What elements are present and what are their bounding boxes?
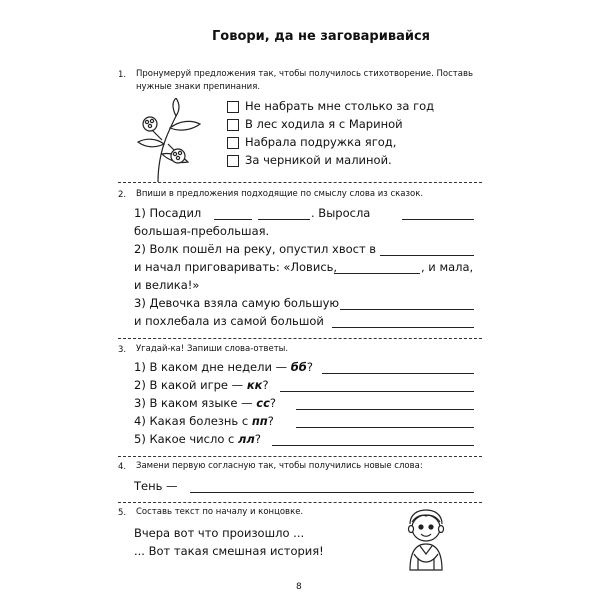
task2-instruction: Впиши в предложения подходящие по смыслу слова из сказок. <box>136 189 424 199</box>
raspberry-branch-illustration <box>128 98 208 184</box>
riddle-letters: бб <box>290 360 307 374</box>
section-divider <box>118 502 482 503</box>
sentence-1-middle: . Выросла <box>311 206 371 220</box>
answer-blank[interactable] <box>402 219 474 220</box>
sentence-3-end: и похлебала из самой большой <box>134 314 324 328</box>
boy-illustration <box>396 508 456 574</box>
riddle-5 <box>134 432 261 446</box>
riddle-letters: сс <box>256 396 270 410</box>
answer-line[interactable] <box>280 391 474 392</box>
poem-line: За черникой и малиной. <box>245 153 392 167</box>
answer-line[interactable] <box>322 373 474 374</box>
riddle-text: 4) Какая болезнь с <box>134 414 249 428</box>
task4-number: 4. <box>118 462 127 472</box>
riddle-text: 1) В каком дне недели — <box>134 360 288 374</box>
answer-blank[interactable] <box>380 255 474 256</box>
task1-instruction-line1: Пронумеруй предложения так, чтобы получилось стихотворение. Поставь <box>136 69 473 79</box>
task4-instruction: Замени первую согласную так, чтобы получились новые слова: <box>136 461 423 471</box>
riddle-3 <box>134 396 276 410</box>
riddle-mark: ? <box>269 396 277 410</box>
riddle-mark: ? <box>262 378 269 392</box>
task3-number: 3. <box>118 345 127 355</box>
answer-blank[interactable] <box>340 309 474 310</box>
riddle-letters: пп <box>251 414 268 428</box>
checkbox-line-2[interactable] <box>227 119 239 131</box>
section-divider <box>118 456 482 457</box>
task1-number: 1. <box>118 70 127 80</box>
riddle-mark: ? <box>267 414 274 428</box>
sentence-2-middle: и начал приговаривать: «Ловись, <box>134 260 338 274</box>
task2-number: 2. <box>118 190 127 200</box>
riddle-4 <box>134 414 274 428</box>
riddle-mark: ? <box>254 432 261 446</box>
checkbox-line-4[interactable] <box>227 155 239 167</box>
task5-number: 5. <box>118 508 127 518</box>
answer-line[interactable] <box>272 445 474 446</box>
checkbox-line-1[interactable] <box>227 101 239 113</box>
riddle-2 <box>134 378 269 392</box>
answer-blank[interactable] <box>332 327 474 328</box>
answer-line[interactable] <box>190 492 474 493</box>
sentence-1-end: большая-пребольшая. <box>134 224 270 238</box>
answer-blank[interactable] <box>258 219 310 220</box>
riddle-text: 3) В каком языке — <box>134 396 253 410</box>
sentence-2-start: 2) Волк пошёл на реку, опустил хвост в <box>134 242 377 256</box>
task3-instruction: Угадай-ка! Запиши слова-ответы. <box>136 344 289 354</box>
sentence-2-end: и велика!» <box>134 278 200 292</box>
sentence-2-tail: , и мала, <box>421 260 474 274</box>
poem-line: Набрала подружка ягод, <box>245 135 397 149</box>
riddle-mark: ? <box>306 360 313 374</box>
answer-blank[interactable] <box>334 273 420 274</box>
task1-instruction-line2: нужные знаки препинания. <box>136 82 261 92</box>
poem-line: В лес ходила я с Мариной <box>245 117 403 131</box>
riddle-text: 5) Какое число с <box>134 432 235 446</box>
page-number: 8 <box>296 582 302 592</box>
sentence-3-start: 3) Девочка взяла самую большую <box>134 296 340 310</box>
riddle-text: 2) В какой игре — <box>134 378 244 392</box>
riddle-letters: кк <box>246 378 263 392</box>
answer-line[interactable] <box>296 409 474 410</box>
answer-blank[interactable] <box>214 219 252 220</box>
page-title: Говори, да не заговаривайся <box>212 29 430 44</box>
riddle-letters: лл <box>238 432 255 446</box>
section-divider <box>118 338 482 339</box>
task5-instruction: Составь текст по началу и концовке. <box>136 507 304 517</box>
section-divider <box>118 182 482 183</box>
poem-line: Не набрать мне столько за год <box>245 99 435 113</box>
story-start: Вчера вот что произошло ... <box>134 526 305 540</box>
checkbox-line-3[interactable] <box>227 137 239 149</box>
word-ten: Тень — <box>134 479 178 493</box>
riddle-1 <box>134 360 313 374</box>
sentence-1-start: 1) Посадил <box>134 206 202 220</box>
story-end: ... Вот такая смешная история! <box>134 544 324 558</box>
answer-line[interactable] <box>296 427 474 428</box>
